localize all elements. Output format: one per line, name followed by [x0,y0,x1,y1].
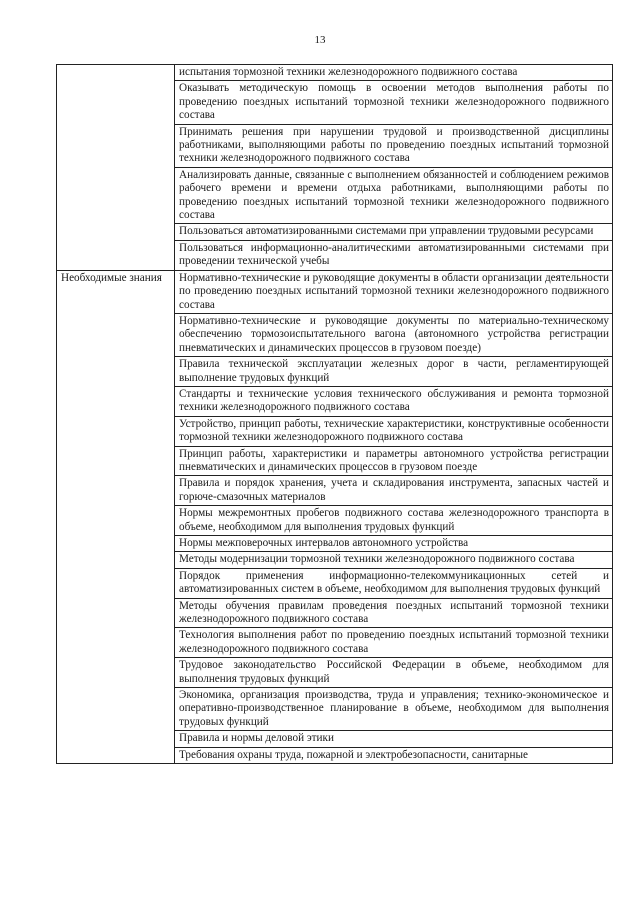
requirement-item: Правила технической эксплуатации железных дорог в части, регламентирующей выполнение трудовых функций [175,357,613,387]
requirement-item: Принимать решения при нарушении трудовой и производственной дисциплины работниками, выполняющими работы по проведению поездных испытаний тормозной техники железнодорожного подвижного состава [175,124,613,167]
page-number: 13 [314,34,326,46]
requirement-item: Принцип работы, характеристики и параметры автономного устройства регистрации пневматических и динамических процессов в грузовом поезде [175,446,613,476]
requirement-item: Устройство, принцип работы, технические характеристики, конструктивные особенности тормозной техники железнодорожного подвижного состава [175,416,613,446]
requirements-table [56,64,613,764]
requirement-item: Стандарты и технические условия технического обслуживания и ремонта тормозной техники железнодорожного подвижного состава [175,386,613,416]
requirement-item: Пользоваться автоматизированными системами при управлении трудовыми ресурсами [175,224,613,240]
requirement-item: испытания тормозной техники железнодорожного подвижного состава [175,65,613,81]
requirement-item: Трудовое законодательство Российской Федерации в объеме, необходимом для выполнения трудовых функций [175,658,613,688]
requirement-item: Методы обучения правилам проведения поездных испытаний тормозной техники железнодорожного подвижного состава [175,598,613,628]
requirement-item: Экономика, организация производства, труда и управления; технико-экономическое и оперативно-производственное планирование в объеме, необходимом для выполнения трудовых функций [175,688,613,731]
requirement-item: Правила и нормы деловой этики [175,731,613,747]
requirement-item: Порядок применения информационно-телекоммуникационных сетей и автоматизированных систем в объеме, необходимом для выполнения трудовых функций [175,568,613,598]
requirement-item: Нормы межремонтных пробегов подвижного состава железнодорожного транспорта в объеме, необходимом для выполнения трудовых функций [175,506,613,536]
requirement-item: Пользоваться информационно-аналитическими автоматизированными системами при проведении технической учебы [175,240,613,270]
requirement-item: Нормативно-технические и руководящие документы по материально-техническому обеспечению тормозоиспытательного вагона (автономного устройства регистрации пневматических и динамических процессов в грузовом поезде) [175,313,613,356]
requirement-item: Анализировать данные, связанные с выполнением обязанностей и соблюдением режимов рабочего времени и времени отдыха работниками, выполняющими работы по проведению поездных испытаний тормозной техники железнодорожного подвижного состава [175,167,613,224]
requirement-item: Требования охраны труда, пожарной и электробезопасности, санитарные [175,747,613,763]
requirement-item: Нормы межповерочных интервалов автономного устройства [175,536,613,552]
requirement-item: Правила и порядок хранения, учета и складирования инструмента, запасных частей и горюче-смазочных материалов [175,476,613,506]
requirement-item: Нормативно-технические и руководящие документы в области организации деятельности по проведению поездных испытаний тормозной техники железнодорожного подвижного состава [175,270,613,313]
table-row [57,65,613,81]
section-label-continued [57,65,175,271]
requirement-item: Технология выполнения работ по проведению поездных испытаний тормозной техники железнодорожного подвижного состава [175,628,613,658]
requirement-item: Оказывать методическую помощь в освоении методов выполнения работы по проведению поездных испытаний тормозной техники железнодорожного подвижного состава [175,81,613,124]
table-row [57,270,613,313]
section-label-knowledge: Необходимые знания [57,270,175,763]
requirement-item: Методы модернизации тормозной техники железнодорожного подвижного состава [175,552,613,568]
